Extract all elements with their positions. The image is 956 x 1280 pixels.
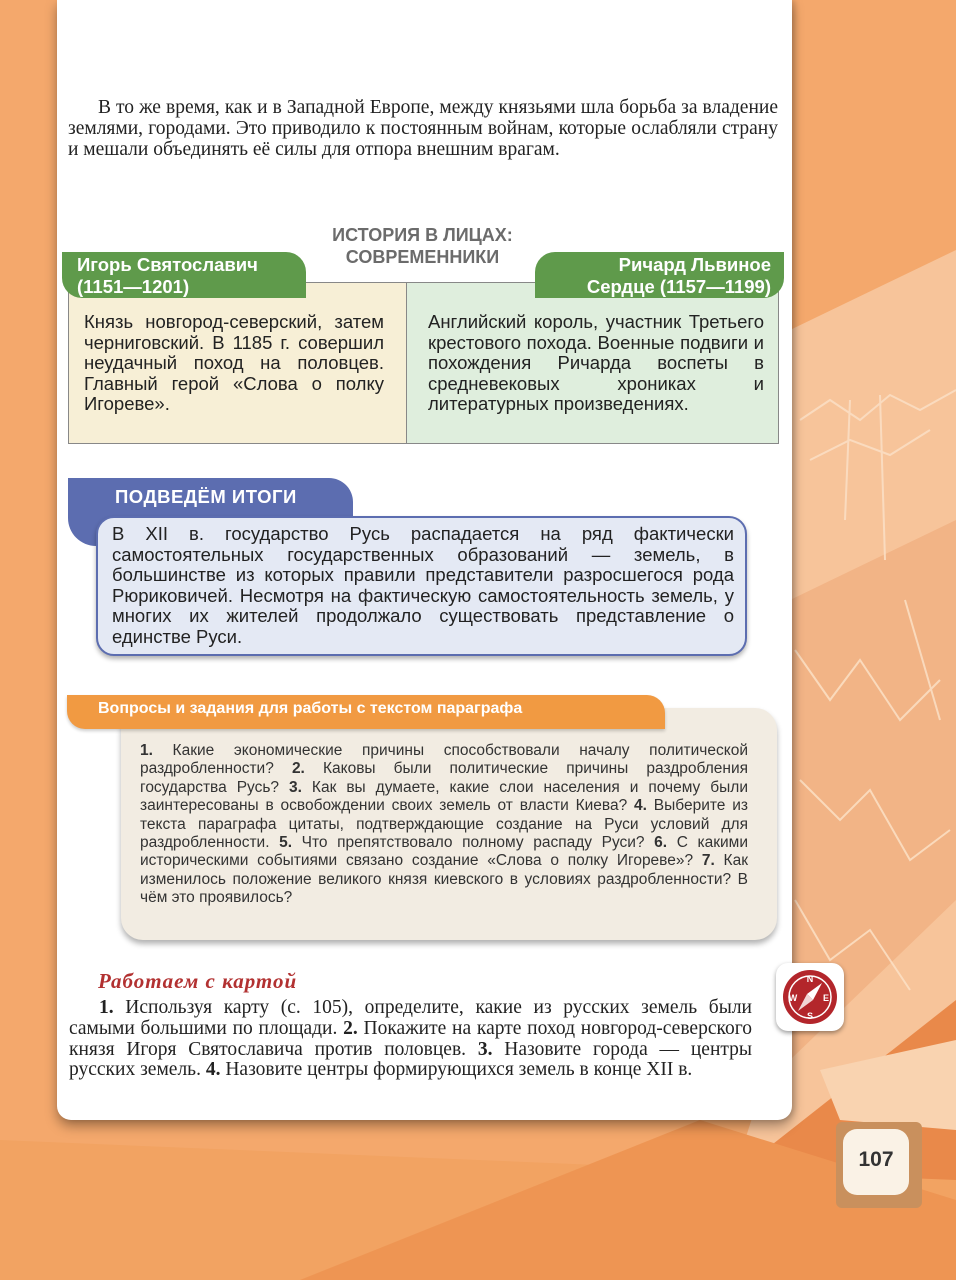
igor-years: (1151—1201) xyxy=(77,276,190,297)
map-work-title: Работаем с картой xyxy=(98,969,298,993)
map-task-text: Назовите центры формирующихся земель в конце XII в. xyxy=(220,1059,693,1081)
question-number: 2. xyxy=(291,760,305,778)
compass-graphic xyxy=(776,963,844,1031)
faces-title-line1: ИСТОРИЯ В ЛИЦАХ: xyxy=(332,225,513,245)
question-text: Каковы были политические причины раздробления государства Русь? xyxy=(140,760,748,796)
map-work-text xyxy=(69,998,752,1081)
question-number: 1. xyxy=(140,742,153,759)
compass-n: N xyxy=(806,974,814,984)
map-task-number: 3. xyxy=(477,1038,493,1060)
question-text: Как вы думаете, какие слои населения и почему были заинтересованы в освобождении своих земель от власти Киева? xyxy=(140,778,748,815)
compass-e: E xyxy=(822,993,830,1003)
question-number: 7. xyxy=(701,852,715,870)
compass-w: W xyxy=(788,993,798,1003)
map-task-number: 2. xyxy=(343,1017,358,1039)
question-text: С какими историческими событиями связано создание «Слова о полку Игореве»? xyxy=(140,834,748,870)
question-text: Как изменилось положение великого князя киевского в условиях раздробленности? В чём это проявилось? xyxy=(140,852,748,907)
summary-text: В XII в. государство Русь распадается на ряд фактически самостоятельных государственных образований — земель, в большинстве из которых правили представители разросшегося рода Рюриковичей. Несмотря на фактическую самостоятельность земель, у многих их жителей продолжало существовать представление о единстве Руси. xyxy=(112,523,734,647)
page-number: 107 xyxy=(858,1148,894,1171)
compass-icon xyxy=(776,963,844,1031)
map-task-number: 4. xyxy=(205,1059,221,1081)
question-number: 5. xyxy=(279,834,293,852)
map-task-text: Покажите на карте поход новгород-северского князя Игоря Святославича против половцев. xyxy=(69,1017,752,1060)
richard-description: Английский король, участник Третьего крестового похода. Военные подвиги и похождения Ричарда воспеты в средневековых хрониках и литературных произведениях. xyxy=(428,311,764,414)
igor-name: Игорь Святославич xyxy=(77,254,258,275)
question-number: 4. xyxy=(634,797,647,815)
richard-name: Ричард Львиное xyxy=(618,254,771,275)
faces-section-title xyxy=(310,224,535,268)
faces-title-line2: СОВРЕМЕННИКИ xyxy=(345,247,500,267)
question-number: 6. xyxy=(654,834,668,852)
questions-text xyxy=(140,742,748,908)
map-task-number: 1. xyxy=(99,997,114,1018)
compass-s: S xyxy=(806,1011,814,1021)
summary-label: ПОДВЕДЁМ ИТОГИ xyxy=(115,486,297,507)
richard-years: Сердце (1157—1199) xyxy=(586,276,771,297)
richard-name-label xyxy=(535,252,784,298)
question-text: Выберите из текста параграфа цитаты, подтверждающие создание на Руси условий для раздробленности. xyxy=(140,797,748,852)
igor-description: Князь новгород-северский, затем черниговский. В 1185 г. совершил неудачный поход на половцев. Главный герой «Слова о полку Игореве». xyxy=(84,311,384,414)
map-task-text: Назовите города — центры русских земель. xyxy=(69,1038,752,1081)
question-text: Что препятствовало полному распаду Руси? xyxy=(292,834,655,852)
question-number: 3. xyxy=(289,778,302,796)
igor-name-label xyxy=(62,252,306,298)
question-text: Какие экономические причины способствовали началу политической раздробленности? xyxy=(140,742,748,778)
map-task-text: Используя карту (с. 105), определите, какие из русских земель были самыми большими по площади. xyxy=(69,997,752,1039)
intro-paragraph: В то же время, как и в Западной Европе, между князьями шла борьба за владение землями, городами. Это приводило к постоянным войнам, которые ослабляли страну и мешали объединять её силы для отпора внешним врагам. xyxy=(68,97,778,160)
questions-label: Вопросы и задания для работы с текстом параграфа xyxy=(98,700,523,717)
